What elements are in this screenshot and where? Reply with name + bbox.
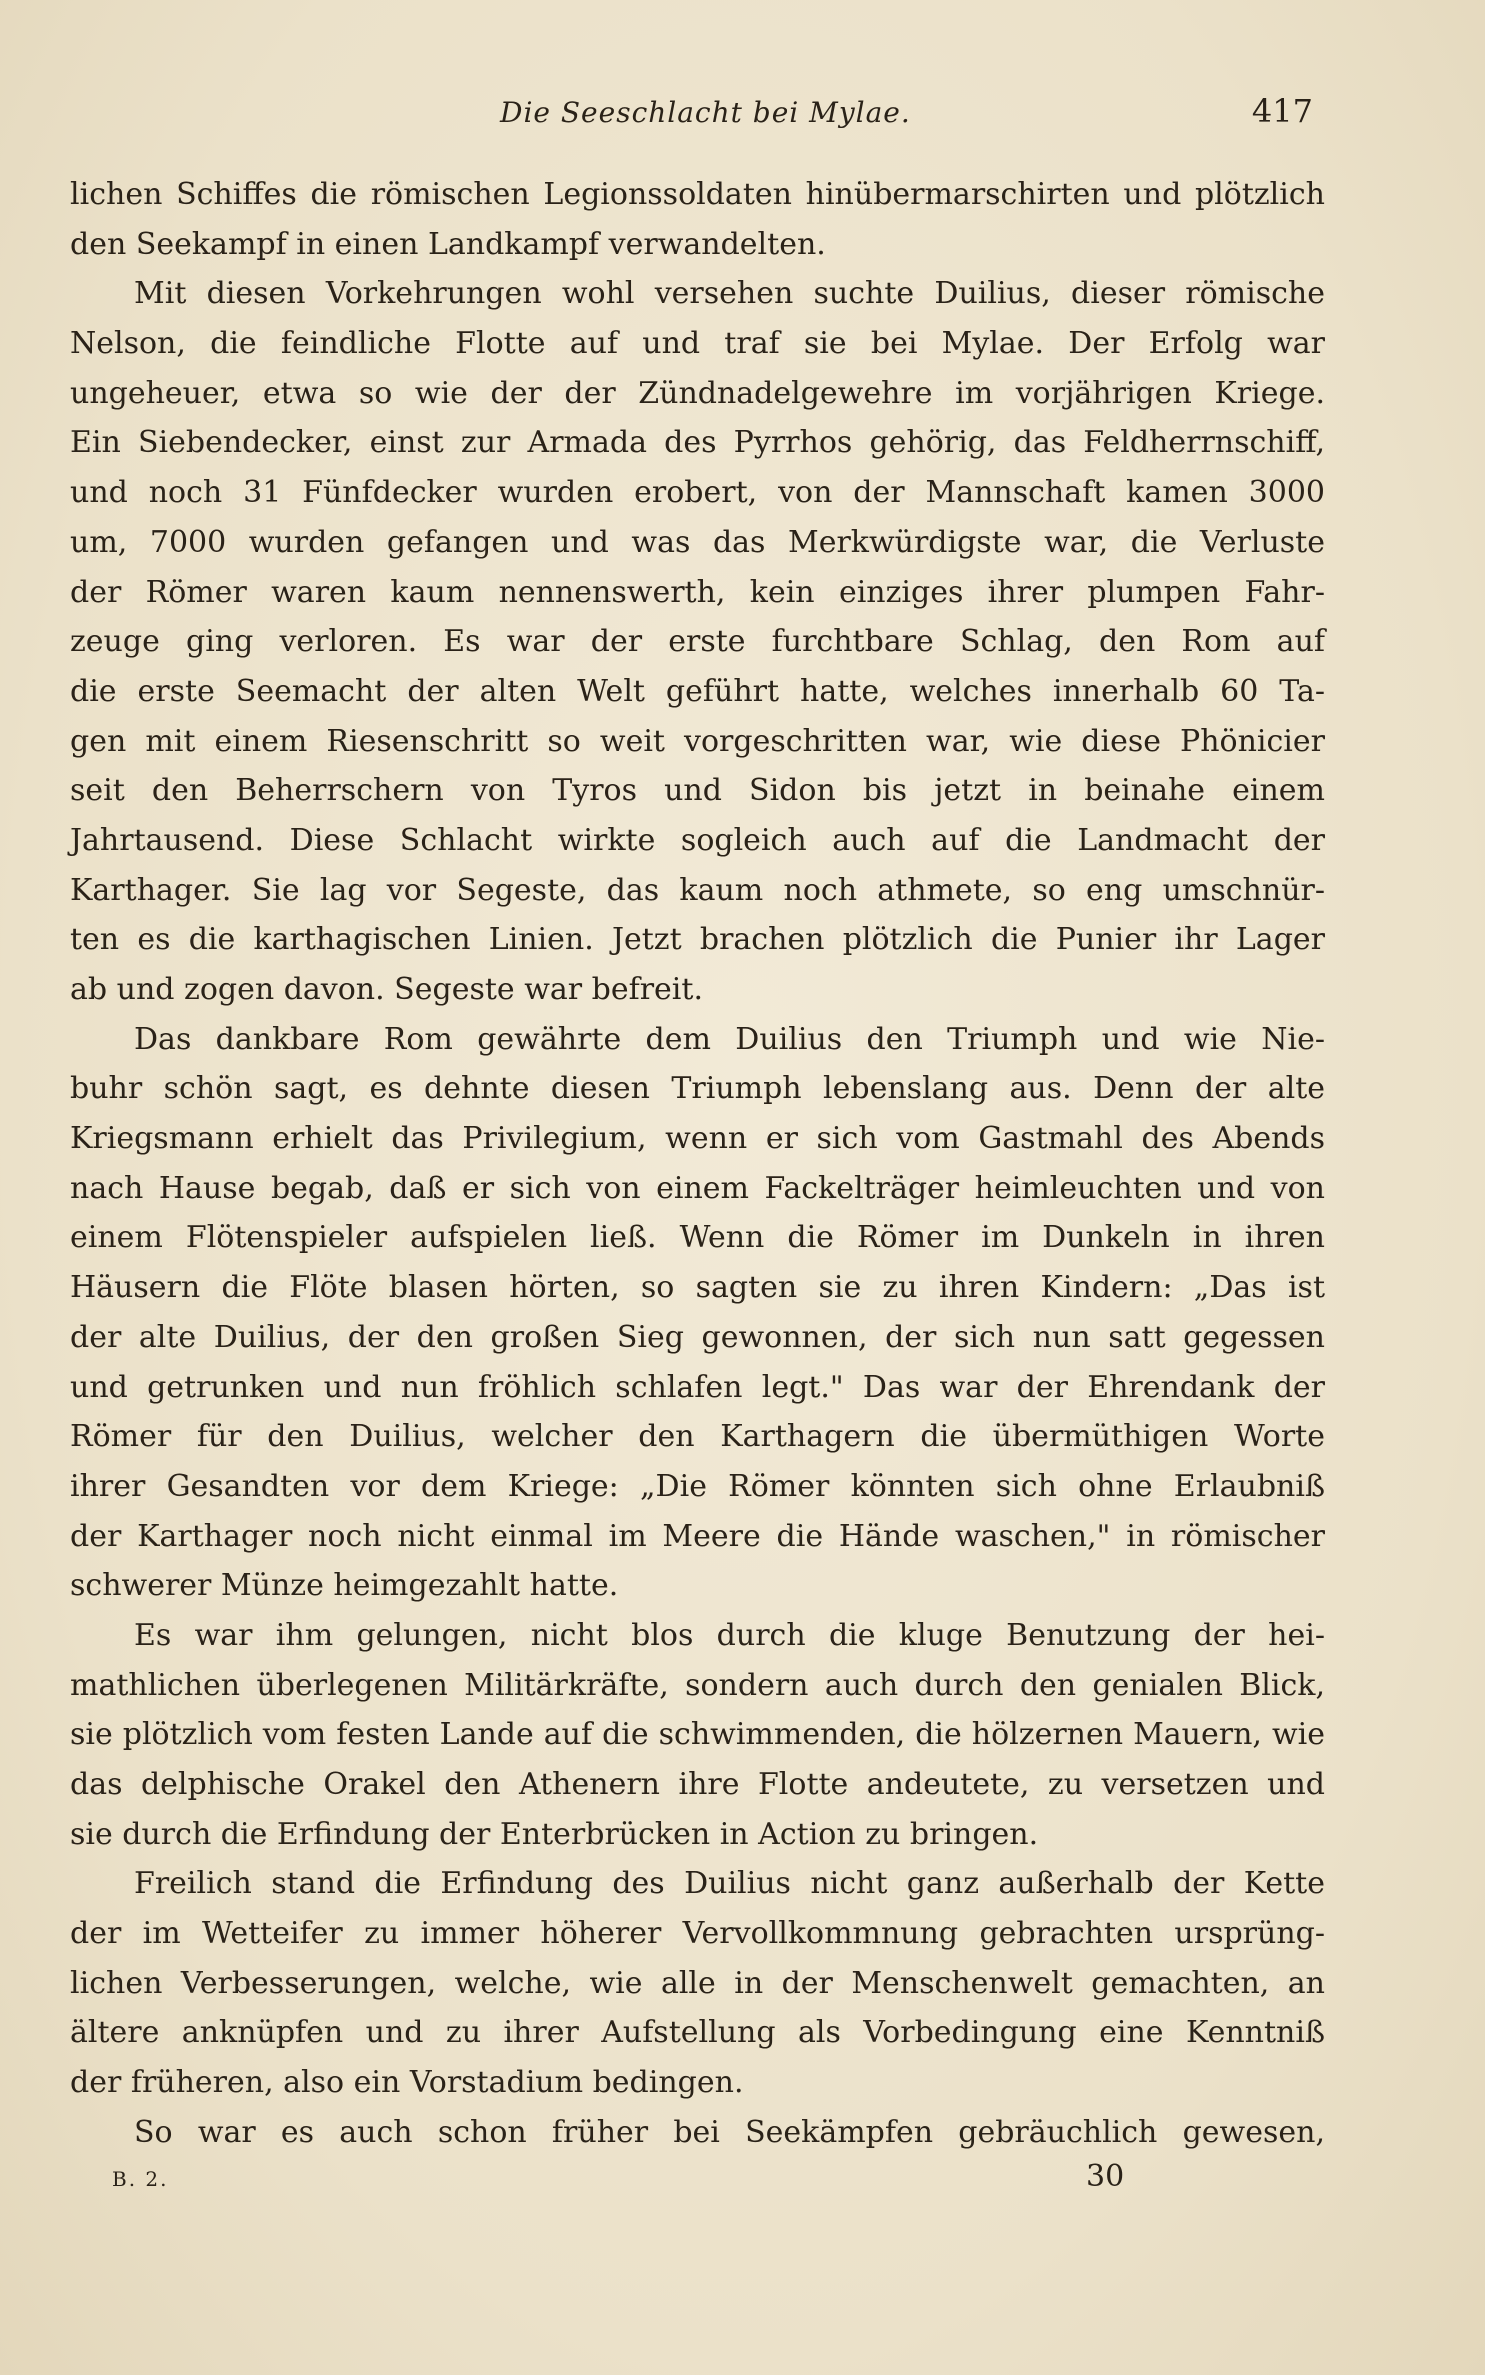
text-line: Ein Siebendecker, einst zur Armada des Pyrrhos gehörig, das Feldherrnschiff, bbox=[70, 425, 1325, 461]
text-line: Römer für den Duilius, welcher den Karthagern die übermüthigen Worte bbox=[70, 1419, 1325, 1455]
text-line: das delphische Orakel den Athenern ihre Flotte andeutete, zu versetzen und bbox=[70, 1767, 1325, 1802]
text-line: ab und zogen davon. Segeste war befreit. bbox=[70, 972, 703, 1007]
text-line: der Römer waren kaum nennenswerth, kein einziges ihrer plumpen Fahr- bbox=[70, 574, 1325, 610]
sheet-number: 30 bbox=[1086, 2159, 1125, 2194]
text-line: Jahrtausend. Diese Schlacht wirkte sogleich auch auf die Landmacht der bbox=[70, 822, 1325, 858]
text-line: lichen Schiffes die römischen Legionssoldaten hinübermarschirten und plötzlich bbox=[70, 177, 1325, 212]
text-line: Das dankbare Rom gewährte dem Duilius den Triumph und wie Nie- bbox=[134, 1021, 1325, 1057]
text-line: Karthager. Sie lag vor Segeste, das kaum noch athmete, so eng umschnür- bbox=[70, 872, 1325, 908]
text-line: Häusern die Flöte blasen hörten, so sagten sie zu ihren Kindern: „Das ist bbox=[70, 1270, 1325, 1306]
text-line: die erste Seemacht der alten Welt geführt hatte, welches innerhalb 60 Ta- bbox=[70, 673, 1325, 709]
text-line: den Seekampf in einen Landkampf verwandelten. bbox=[70, 226, 826, 262]
text-line: und getrunken und nun fröhlich schlafen legt." Das war der Ehrendank der bbox=[70, 1369, 1325, 1405]
text-line: der alte Duilius, der den großen Sieg gewonnen, der sich nun satt gegessen bbox=[70, 1319, 1325, 1355]
text-line: Nelson, die feindliche Flotte auf und traf sie bei Mylae. Der Erfolg war bbox=[70, 326, 1325, 362]
text-line: So war es auch schon früher bei Seekämpfen gebräuchlich gewesen, bbox=[134, 2114, 1325, 2150]
text-line: Mit diesen Vorkehrungen wohl versehen suchte Duilius, dieser römische bbox=[134, 276, 1325, 312]
text-line: seit den Beherrschern von Tyros und Sidon bis jetzt in beinahe einem bbox=[70, 773, 1325, 809]
text-line: ungeheuer, etwa so wie der der Zündnadelgewehre im vorjährigen Kriege. bbox=[70, 375, 1325, 411]
body-text bbox=[70, 170, 1325, 2158]
running-title: Die Seeschlacht bei Mylae. bbox=[500, 96, 911, 129]
text-line: Freilich stand die Erfindung des Duilius nicht ganz außerhalb der Kette bbox=[134, 1866, 1325, 1902]
text-line: schwerer Münze heimgezahlt hatte. bbox=[70, 1568, 619, 1604]
text-line: sie durch die Erfindung der Enterbrücken in Action zu bringen. bbox=[70, 1816, 1039, 1852]
text-line: buhr schön sagt, es dehnte diesen Triumph lebenslang aus. Denn der alte bbox=[70, 1071, 1325, 1107]
page-number: 417 bbox=[1251, 92, 1313, 130]
text-line: und noch 31 Fünfdecker wurden erobert, von der Mannschaft kamen 3000 bbox=[70, 475, 1325, 511]
printer-signature: B. 2. bbox=[112, 2167, 169, 2191]
text-line: mathlichen überlegenen Militärkräfte, sondern auch durch den genialen Blick, bbox=[70, 1667, 1325, 1703]
text-line: gen mit einem Riesenschritt so weit vorgeschritten war, wie diese Phönicier bbox=[70, 723, 1325, 759]
page-header bbox=[0, 92, 1485, 142]
text-line: um, 7000 wurden gefangen und was das Merkwürdigste war, die Verluste bbox=[70, 524, 1325, 560]
page-footer bbox=[0, 2155, 1485, 2205]
text-line: der Karthager noch nicht einmal im Meere die Hände waschen," in römischer bbox=[70, 1518, 1325, 1554]
text-line: zeuge ging verloren. Es war der erste furchtbare Schlag, den Rom auf bbox=[70, 624, 1325, 660]
text-line: der im Wetteifer zu immer höherer Vervollkommnung gebrachten ursprüng- bbox=[70, 1916, 1325, 1952]
text-line: nach Hause begab, daß er sich von einem Fackelträger heimleuchten und von bbox=[70, 1170, 1325, 1206]
text-line: ihrer Gesandten vor dem Kriege: „Die Römer könnten sich ohne Erlaubniß bbox=[70, 1468, 1325, 1504]
text-line: Es war ihm gelungen, nicht blos durch die kluge Benutzung der hei- bbox=[134, 1617, 1325, 1653]
text-line: ältere anknüpfen und zu ihrer Aufstellung als Vorbedingung eine Kenntniß bbox=[70, 2015, 1325, 2051]
text-line: lichen Verbesserungen, welche, wie alle in der Menschenwelt gemachten, an bbox=[70, 1965, 1325, 2001]
text-line: der früheren, also ein Vorstadium bedingen. bbox=[70, 2065, 744, 2101]
text-line: ten es die karthagischen Linien. Jetzt brachen plötzlich die Punier ihr Lager bbox=[70, 922, 1325, 958]
text-line: sie plötzlich vom festen Lande auf die schwimmenden, die hölzernen Mauern, wie bbox=[70, 1717, 1325, 1753]
text-line: einem Flötenspieler aufspielen ließ. Wenn die Römer im Dunkeln in ihren bbox=[70, 1220, 1325, 1256]
text-line: Kriegsmann erhielt das Privilegium, wenn er sich vom Gastmahl des Abends bbox=[70, 1121, 1325, 1157]
